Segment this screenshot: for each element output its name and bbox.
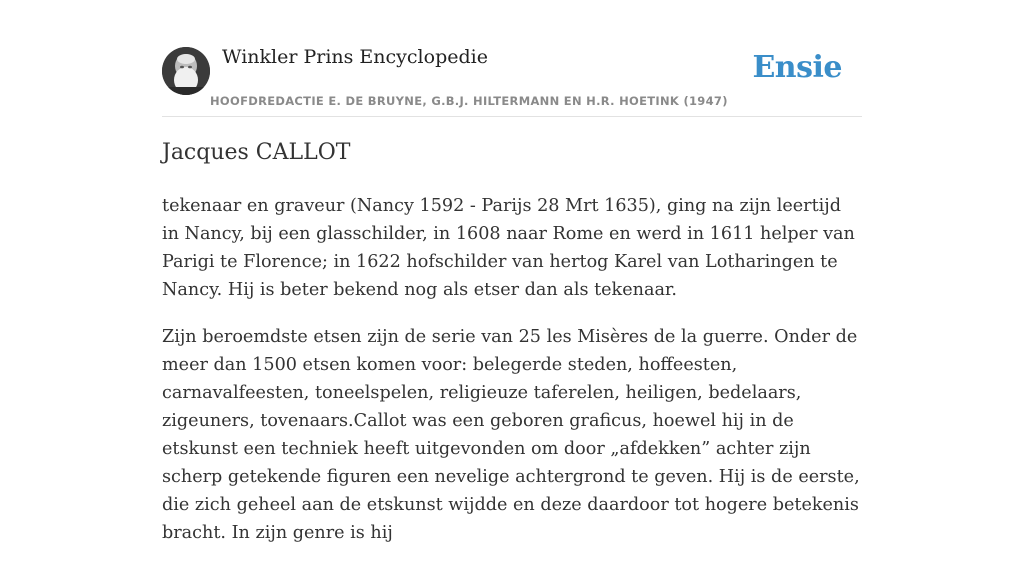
portrait-icon bbox=[162, 47, 210, 95]
avatar-image bbox=[162, 47, 210, 95]
site-subtitle: HOOFDREDACTIE E. DE BRUYNE, G.B.J. HILTERMANN EN H.R. HOETINK (1947) bbox=[210, 94, 728, 108]
site-title[interactable]: Winkler Prins Encyclopedie bbox=[222, 46, 488, 68]
article-title: Jacques CALLOT bbox=[162, 140, 351, 165]
site-header bbox=[162, 40, 862, 117]
ensie-logo[interactable]: Ensie bbox=[752, 50, 842, 85]
article-body bbox=[162, 192, 862, 566]
article-paragraph-2: Zijn beroemdste etsen zijn de serie van 25 les Misères de la guerre. Onder de meer dan 1500 etsen komen voor: belegerde steden, hoffeesten, carnavalfeesten, toneelspelen, religieuze taferelen, heiligen, bedelaars, zigeuners, tovenaars.Callot was een geboren graficus, hoewel hij in de etskunst een techniek heeft uitgevonden om door „afdekken” achter zijn scherp getekende figuren een nevelige achtergrond te geven. Hij is de eerste, die zich geheel aan de etskunst wijdde en deze daardoor tot hogere betekenis bracht. In zijn genre is hij bbox=[162, 327, 860, 543]
article-paragraph-1: tekenaar en graveur (Nancy 1592 - Parijs 28 Mrt 1635), ging na zijn leertijd in Nancy, bij een glasschilder, in 1608 naar Rome en werd in 1611 helper van Parigi te Florence; in 1622 hofschilder van hertog Karel van Lotharingen te Nancy. Hij is beter bekend nog als etser dan als tekenaar. bbox=[162, 196, 855, 300]
